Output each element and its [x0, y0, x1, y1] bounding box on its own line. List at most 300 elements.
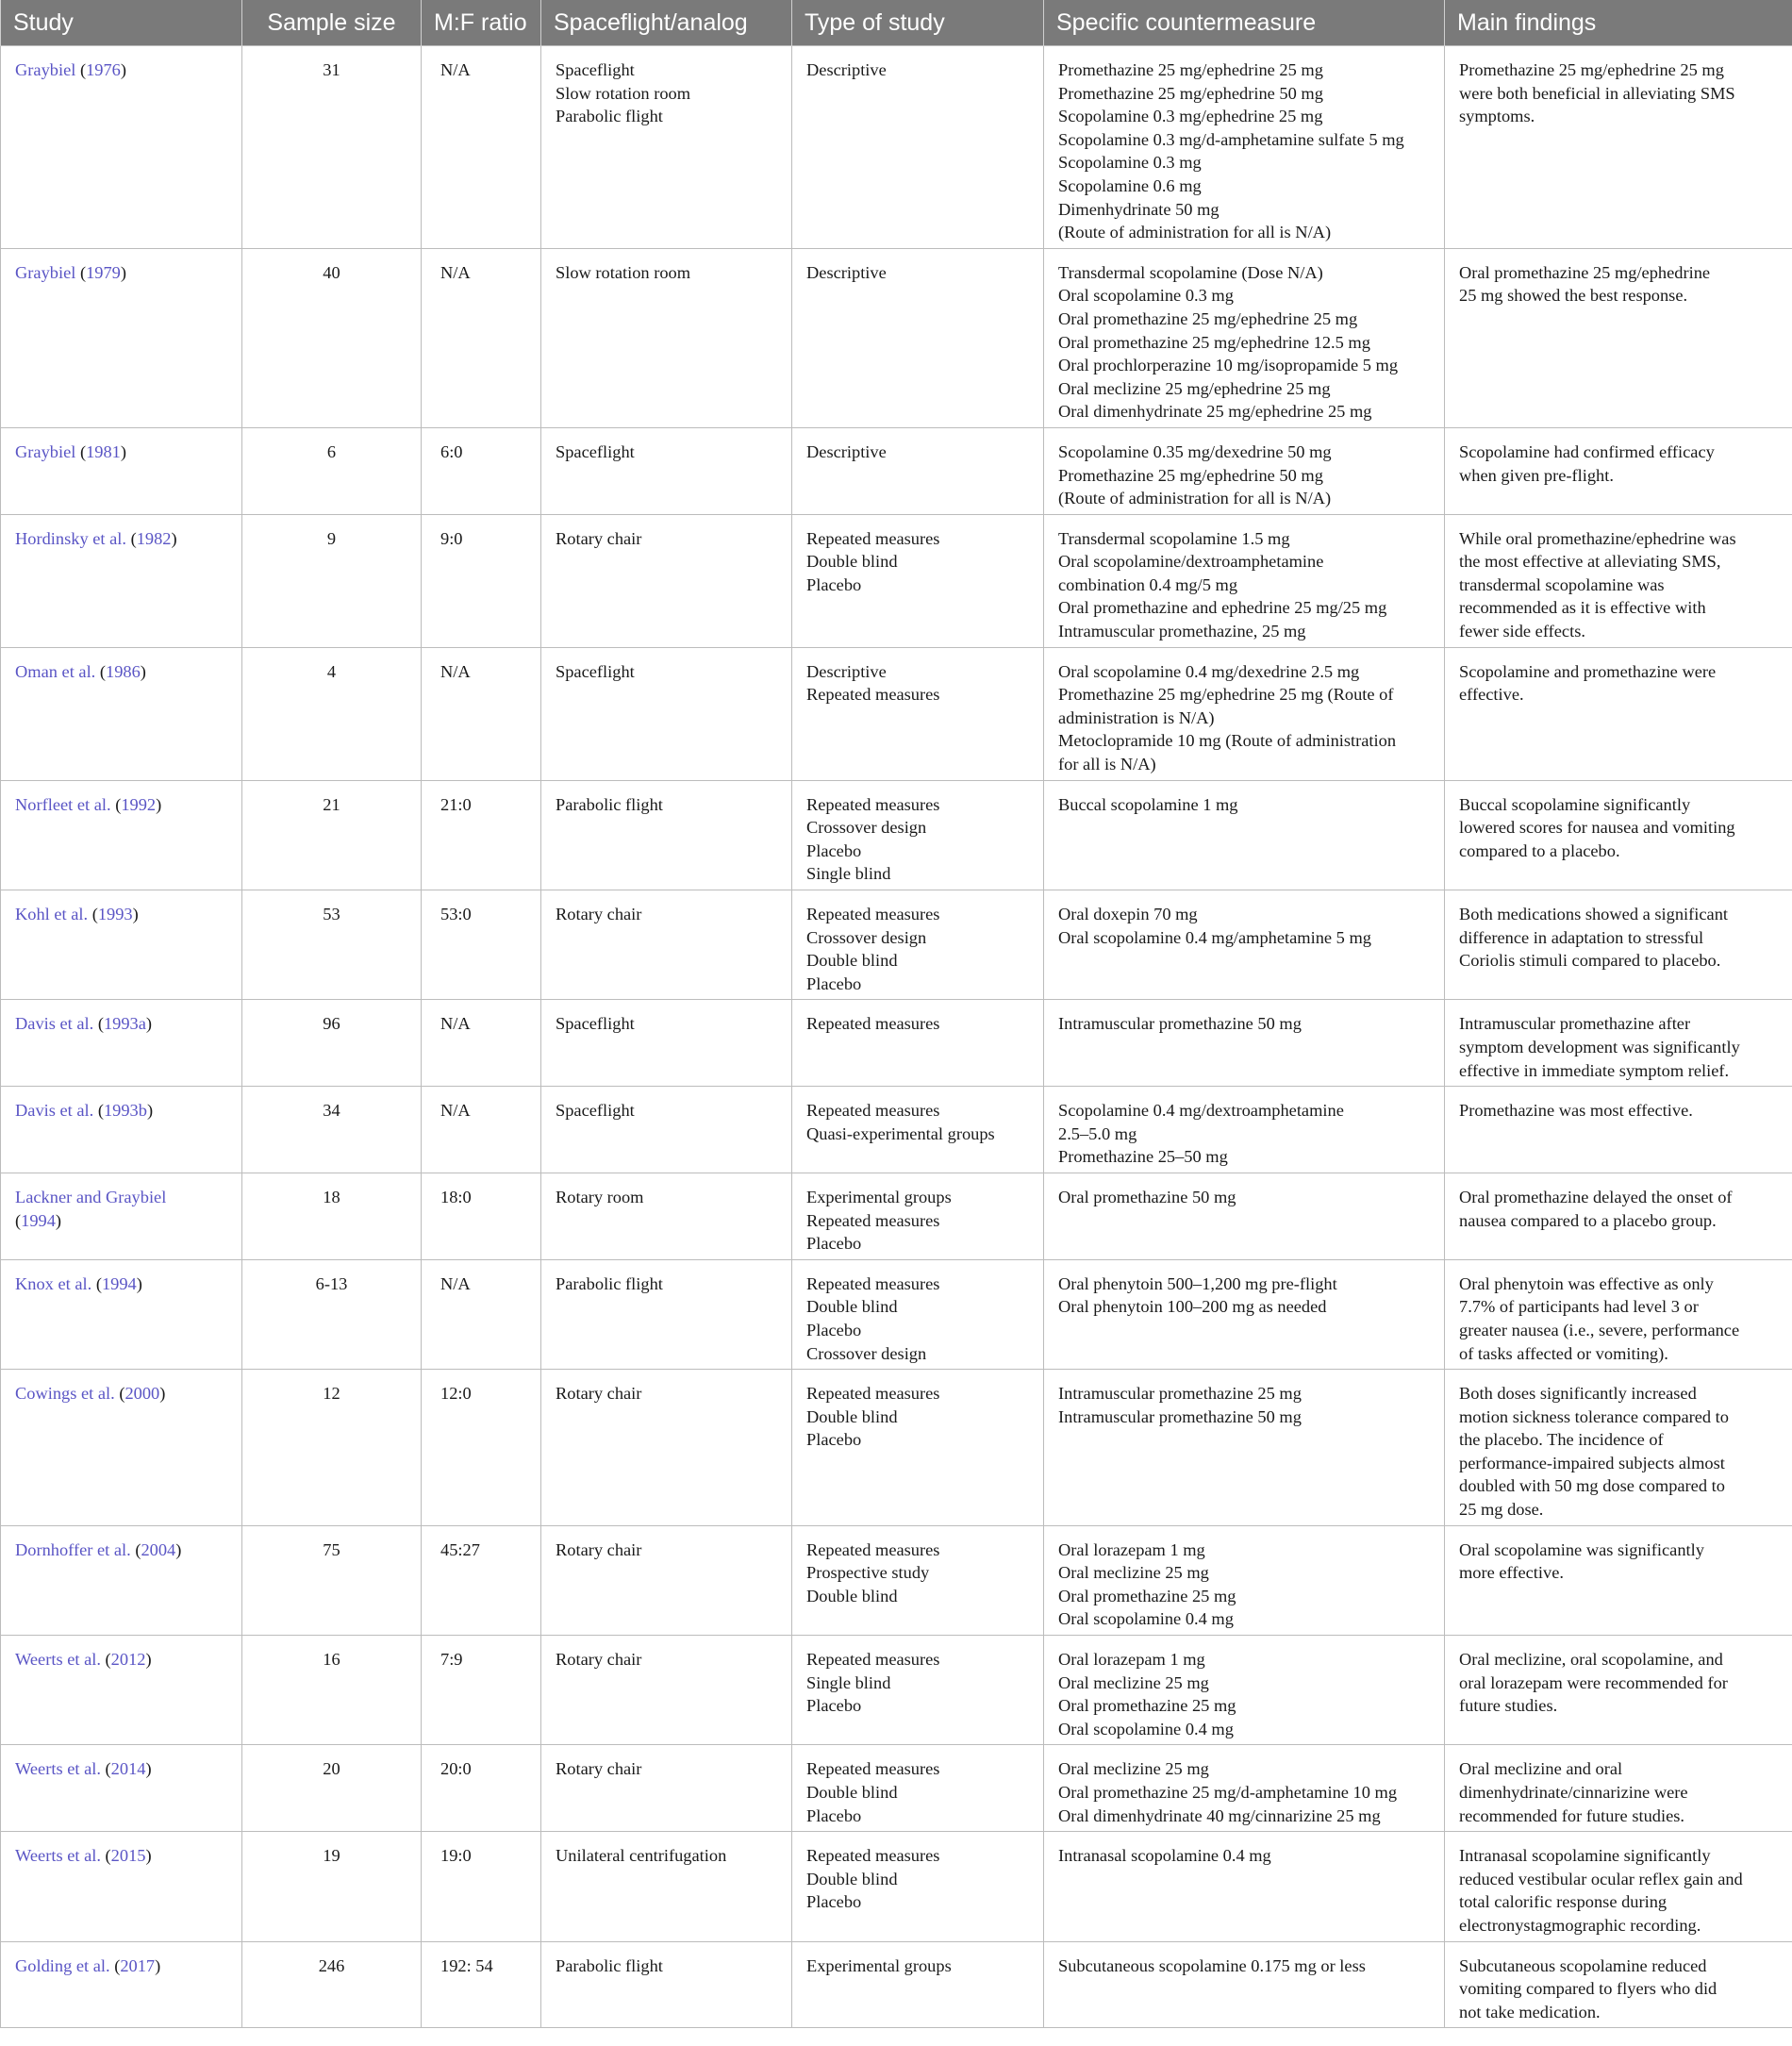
sample-size-cell: 6	[242, 427, 422, 514]
countermeasure-line: Oral phenytoin 500–1,200 mg pre-flight	[1058, 1273, 1337, 1293]
table-row	[1, 248, 1792, 427]
findings-line: Buccal scopolamine significantly	[1459, 794, 1691, 814]
analog-cell	[541, 1941, 792, 2028]
analog-cell	[541, 427, 792, 514]
sample-size-cell: 6-13	[242, 1259, 422, 1369]
findings-line: reduced vestibular ocular reflex gain and	[1459, 1869, 1743, 1888]
countermeasure-line: Oral promethazine 25 mg/ephedrine 25 mg	[1058, 308, 1358, 328]
findings-cell	[1445, 248, 1792, 427]
study-type-line: Double blind	[806, 951, 898, 971]
analog-cell	[541, 1087, 792, 1173]
findings-line: symptoms.	[1459, 107, 1535, 126]
mf-ratio-cell: 21:0	[422, 780, 541, 890]
study-type-cell	[792, 1745, 1044, 1832]
study-citation-link[interactable]: Davis et al. (1993a)	[15, 1014, 153, 1034]
study-type-line: Single blind	[806, 1672, 891, 1692]
study-type-cell	[792, 890, 1044, 1000]
study-citation-link[interactable]: Graybiel (1981)	[15, 441, 126, 461]
study-type-line: Double blind	[806, 1297, 898, 1317]
countermeasure-line: Oral meclizine 25 mg/ephedrine 25 mg	[1058, 378, 1331, 398]
table-row	[1, 1087, 1792, 1173]
study-type-line: Experimental groups	[806, 1187, 952, 1206]
study-type-line: Placebo	[806, 840, 862, 860]
study-type-line: Prospective study	[806, 1563, 930, 1583]
study-type-line: Repeated measures	[806, 1384, 940, 1404]
analog-line: Rotary chair	[556, 1650, 642, 1670]
study-cell	[1, 46, 242, 249]
countermeasure-line: Oral lorazepam 1 mg	[1058, 1539, 1205, 1559]
study-type-line: Repeated measures	[806, 905, 940, 923]
findings-cell	[1445, 1941, 1792, 2028]
analog-cell	[541, 780, 792, 890]
study-type-line: Double blind	[806, 1869, 898, 1888]
countermeasure-line: Intramuscular promethazine 50 mg	[1058, 1014, 1302, 1034]
sample-size-cell: 19	[242, 1832, 422, 1941]
mf-ratio-cell: 7:9	[422, 1636, 541, 1745]
analog-cell	[541, 46, 792, 249]
study-citation-link[interactable]: Dornhoffer et al. (2004)	[15, 1539, 182, 1559]
study-type-cell	[792, 780, 1044, 890]
study-type-line: Repeated measures	[806, 1101, 940, 1121]
study-citation-link[interactable]: Cowings et al. (2000)	[15, 1384, 166, 1404]
study-citation-link[interactable]: Oman et al. (1986)	[15, 661, 146, 681]
findings-line: Coriolis stimuli compared to placebo.	[1459, 951, 1721, 971]
countermeasure-cell	[1044, 1259, 1445, 1369]
analog-line: Spaceflight	[556, 441, 635, 461]
study-type-cell	[792, 1941, 1044, 2028]
analog-line: Parabolic flight	[556, 1955, 663, 1975]
table-row	[1, 1636, 1792, 1745]
findings-cell	[1445, 1370, 1792, 1526]
study-cell	[1, 1087, 242, 1173]
countermeasure-cell	[1044, 890, 1445, 1000]
countermeasure-line: Metoclopramide 10 mg (Route of administration	[1058, 731, 1397, 751]
study-type-line: Descriptive	[806, 441, 887, 461]
study-citation-link[interactable]: Kohl et al. (1993)	[15, 905, 139, 923]
countermeasure-line: Transdermal scopolamine (Dose N/A)	[1058, 262, 1323, 282]
countermeasure-line: Oral meclizine 25 mg	[1058, 1759, 1209, 1779]
study-type-cell	[792, 46, 1044, 249]
findings-cell	[1445, 1000, 1792, 1087]
countermeasure-line: Oral promethazine 25 mg	[1058, 1586, 1236, 1605]
col-header-sample-size: Sample size	[242, 0, 422, 46]
findings-line: 25 mg dose.	[1459, 1500, 1544, 1520]
study-cell	[1, 1259, 242, 1369]
findings-line: more effective.	[1459, 1563, 1564, 1583]
findings-line: recommended as it is effective with	[1459, 598, 1706, 618]
countermeasure-line: combination 0.4 mg/5 mg	[1058, 574, 1238, 594]
analog-line: Spaceflight	[556, 1101, 635, 1121]
findings-line: Intramuscular promethazine after	[1459, 1014, 1691, 1034]
mf-ratio-cell: 192: 54	[422, 1941, 541, 2028]
findings-line: motion sickness tolerance compared to	[1459, 1406, 1729, 1426]
analog-line: Spaceflight	[556, 60, 635, 79]
countermeasure-cell	[1044, 1087, 1445, 1173]
study-type-line: Repeated measures	[806, 1539, 940, 1559]
analog-line: Parabolic flight	[556, 1273, 663, 1293]
analog-cell	[541, 1525, 792, 1635]
countermeasure-cell	[1044, 1636, 1445, 1745]
study-type-line: Descriptive	[806, 60, 887, 79]
countermeasure-line: Promethazine 25 mg/ephedrine 25 mg	[1058, 60, 1323, 79]
findings-cell	[1445, 1636, 1792, 1745]
mf-ratio-cell: 12:0	[422, 1370, 541, 1526]
table-row	[1, 427, 1792, 514]
study-type-line: Repeated measures	[806, 1759, 940, 1779]
findings-line: electronystagmographic recording.	[1459, 1915, 1701, 1935]
study-cell	[1, 1941, 242, 2028]
findings-cell	[1445, 1832, 1792, 1941]
study-type-cell	[792, 647, 1044, 780]
countermeasure-line: (Route of administration for all is N/A)	[1058, 223, 1332, 242]
study-cell	[1, 1636, 242, 1745]
study-type-line: Repeated measures	[806, 1014, 940, 1034]
study-type-line: Double blind	[806, 1783, 898, 1802]
analog-line: Rotary chair	[556, 1539, 642, 1559]
analog-cell	[541, 890, 792, 1000]
study-type-line: Crossover design	[806, 818, 927, 838]
findings-cell	[1445, 1259, 1792, 1369]
findings-line: Oral phenytoin was effective as only	[1459, 1273, 1714, 1293]
table-row	[1, 1941, 1792, 2028]
findings-cell	[1445, 780, 1792, 890]
countermeasure-line: for all is N/A)	[1058, 755, 1156, 774]
findings-cell	[1445, 1087, 1792, 1173]
countermeasure-line: Oral meclizine 25 mg	[1058, 1672, 1209, 1692]
findings-cell	[1445, 1525, 1792, 1635]
study-cell	[1, 1525, 242, 1635]
countermeasure-line: Oral phenytoin 100–200 mg as needed	[1058, 1297, 1327, 1317]
mf-ratio-cell: 20:0	[422, 1745, 541, 1832]
analog-line: Spaceflight	[556, 1014, 635, 1034]
countermeasure-cell	[1044, 1173, 1445, 1259]
table-row	[1, 1525, 1792, 1635]
findings-line: vomiting compared to flyers who did	[1459, 1979, 1717, 1999]
analog-cell	[541, 1370, 792, 1526]
study-citation-link[interactable]: Lackner and Graybiel	[15, 1187, 167, 1206]
mf-ratio-cell: N/A	[422, 248, 541, 427]
study-citation-link[interactable]: Norfleet et al. (1992)	[15, 794, 162, 814]
analog-cell	[541, 1173, 792, 1259]
sample-size-cell: 75	[242, 1525, 422, 1635]
header-row	[1, 0, 1792, 46]
mf-ratio-cell: 53:0	[422, 890, 541, 1000]
countermeasure-line: Oral dimenhydrinate 40 mg/cinnarizine 25 mg	[1058, 1805, 1381, 1825]
countermeasure-line: Scopolamine 0.3 mg	[1058, 153, 1202, 173]
study-type-line: Crossover design	[806, 1343, 927, 1363]
findings-line: Oral meclizine and oral	[1459, 1759, 1623, 1779]
study-citation-link[interactable]: Weerts et al. (2014)	[15, 1759, 152, 1779]
countermeasure-line: Scopolamine 0.6 mg	[1058, 175, 1202, 195]
analog-cell	[541, 647, 792, 780]
findings-line: dimenhydrinate/cinnarizine were	[1459, 1783, 1688, 1802]
countermeasure-line: Oral promethazine 25 mg/ephedrine 12.5 mg	[1058, 332, 1370, 352]
countermeasure-line: Scopolamine 0.4 mg/dextroamphetamine	[1058, 1101, 1344, 1121]
table-row	[1, 1745, 1792, 1832]
mf-ratio-cell: 45:27	[422, 1525, 541, 1635]
study-citation-link[interactable]: Davis et al. (1993b)	[15, 1101, 154, 1121]
mf-ratio-cell: 9:0	[422, 514, 541, 647]
analog-line: Rotary chair	[556, 1384, 642, 1404]
countermeasure-cell	[1044, 1941, 1445, 2028]
findings-line: Intranasal scopolamine significantly	[1459, 1846, 1711, 1866]
analog-line: Slow rotation room	[556, 83, 691, 103]
study-citation-link[interactable]: Graybiel (1979)	[15, 262, 126, 282]
findings-line: future studies.	[1459, 1696, 1558, 1716]
findings-line: effective in immediate symptom relief.	[1459, 1060, 1730, 1080]
countermeasure-line: Oral scopolamine 0.4 mg	[1058, 1609, 1234, 1629]
study-citation-link[interactable]: Hordinsky et al. (1982)	[15, 528, 177, 548]
sample-size-cell: 21	[242, 780, 422, 890]
study-type-line: Placebo	[806, 973, 862, 993]
findings-line: 7.7% of participants had level 3 or	[1459, 1297, 1699, 1317]
mf-ratio-cell: N/A	[422, 1087, 541, 1173]
countermeasure-line: Oral scopolamine 0.4 mg/amphetamine 5 mg	[1058, 927, 1371, 947]
countermeasure-line: Dimenhydrinate 50 mg	[1058, 199, 1220, 219]
countermeasure-line: Oral scopolamine 0.4 mg/dexedrine 2.5 mg	[1058, 661, 1360, 681]
study-type-cell	[792, 1525, 1044, 1635]
table-row	[1, 647, 1792, 780]
study-citation-link[interactable]: Graybiel (1976)	[15, 60, 126, 79]
study-type-cell	[792, 427, 1044, 514]
study-type-cell	[792, 1173, 1044, 1259]
countermeasure-line: administration is N/A)	[1058, 707, 1215, 727]
countermeasure-line: Transdermal scopolamine 1.5 mg	[1058, 528, 1290, 548]
findings-line: Oral promethazine delayed the onset of	[1459, 1187, 1733, 1206]
table-row	[1, 1259, 1792, 1369]
analog-cell	[541, 1636, 792, 1745]
findings-line: Oral meclizine, oral scopolamine, and	[1459, 1650, 1723, 1670]
countermeasure-line: Scopolamine 0.35 mg/dexedrine 50 mg	[1058, 441, 1332, 461]
study-type-line: Descriptive	[806, 262, 887, 282]
countermeasure-line: Oral dimenhydrinate 25 mg/ephedrine 25 mg	[1058, 402, 1372, 422]
countermeasure-line: Promethazine 25 mg/ephedrine 50 mg	[1058, 83, 1323, 103]
analog-line: Rotary chair	[556, 528, 642, 548]
findings-line: not take medication.	[1459, 2002, 1601, 2021]
countermeasure-line: Oral prochlorperazine 10 mg/isopropamide 5 mg	[1058, 356, 1399, 375]
table-row	[1, 1832, 1792, 1941]
countermeasure-line: Scopolamine 0.3 mg/ephedrine 25 mg	[1058, 107, 1323, 126]
mf-ratio-cell: N/A	[422, 1259, 541, 1369]
study-type-line: Repeated measures	[806, 1210, 940, 1230]
study-type-line: Placebo	[806, 1805, 862, 1825]
study-type-line: Double blind	[806, 552, 898, 572]
analog-line: Rotary chair	[556, 905, 642, 923]
findings-line: Promethazine 25 mg/ephedrine 25 mg	[1459, 60, 1724, 79]
table-row	[1, 890, 1792, 1000]
countermeasure-cell	[1044, 1832, 1445, 1941]
countermeasure-cell	[1044, 427, 1445, 514]
sample-size-cell: 9	[242, 514, 422, 647]
study-cell	[1, 890, 242, 1000]
findings-line: total calorific response during	[1459, 1892, 1668, 1912]
findings-line: fewer side effects.	[1459, 622, 1585, 641]
study-cell	[1, 1832, 242, 1941]
findings-line: the most effective at alleviating SMS,	[1459, 552, 1721, 572]
study-type-line: Repeated measures	[806, 528, 940, 548]
analog-cell	[541, 1745, 792, 1832]
findings-line: Oral scopolamine was significantly	[1459, 1539, 1704, 1559]
study-type-line: Placebo	[806, 1320, 862, 1339]
findings-line: the placebo. The incidence of	[1459, 1430, 1664, 1450]
sample-size-cell: 31	[242, 46, 422, 249]
countermeasure-cell	[1044, 647, 1445, 780]
countermeasure-line: Oral promethazine and ephedrine 25 mg/25 mg	[1058, 598, 1387, 618]
mf-ratio-cell: 18:0	[422, 1173, 541, 1259]
study-citation-link[interactable]: Weerts et al. (2015)	[15, 1846, 152, 1866]
findings-line: 25 mg showed the best response.	[1459, 286, 1688, 306]
sample-size-cell: 4	[242, 647, 422, 780]
findings-line: effective.	[1459, 685, 1524, 705]
col-header-findings: Main findings	[1445, 0, 1792, 46]
analog-cell	[541, 1000, 792, 1087]
study-cell	[1, 1745, 242, 1832]
study-citation-link[interactable]: Weerts et al. (2012)	[15, 1650, 152, 1670]
study-type-line: Repeated measures	[806, 685, 940, 705]
study-type-line: Crossover design	[806, 927, 927, 947]
countermeasure-line: Intranasal scopolamine 0.4 mg	[1058, 1846, 1271, 1866]
study-type-line: Placebo	[806, 1430, 862, 1450]
sample-size-cell: 12	[242, 1370, 422, 1526]
analog-cell	[541, 1259, 792, 1369]
sample-size-cell: 96	[242, 1000, 422, 1087]
findings-line: greater nausea (i.e., severe, performance	[1459, 1320, 1740, 1339]
countermeasure-line: Oral promethazine 25 mg/d-amphetamine 10 mg	[1058, 1783, 1398, 1802]
study-type-line: Single blind	[806, 864, 891, 884]
study-cell	[1, 780, 242, 890]
study-type-cell	[792, 1259, 1044, 1369]
table-row	[1, 46, 1792, 249]
study-type-cell	[792, 1636, 1044, 1745]
study-type-line: Descriptive	[806, 661, 887, 681]
study-type-line: Quasi-experimental groups	[806, 1123, 995, 1143]
analog-cell	[541, 1832, 792, 1941]
findings-line: symptom development was significantly	[1459, 1037, 1740, 1056]
sample-size-cell: 53	[242, 890, 422, 1000]
countermeasure-line: Intramuscular promethazine, 25 mg	[1058, 622, 1306, 641]
study-type-cell	[792, 248, 1044, 427]
study-cell	[1, 1173, 242, 1259]
table-row	[1, 1370, 1792, 1526]
study-type-cell	[792, 1370, 1044, 1526]
countermeasure-line: Promethazine 25 mg/ephedrine 50 mg	[1058, 465, 1323, 485]
sample-size-cell: 18	[242, 1173, 422, 1259]
analog-line: Parabolic flight	[556, 794, 663, 814]
mf-ratio-cell: 19:0	[422, 1832, 541, 1941]
findings-line: transdermal scopolamine was	[1459, 574, 1665, 594]
mf-ratio-cell: N/A	[422, 46, 541, 249]
findings-line: lowered scores for nausea and vomiting	[1459, 818, 1735, 838]
countermeasure-cell	[1044, 46, 1445, 249]
countermeasure-line: Subcutaneous scopolamine 0.175 mg or less	[1058, 1955, 1366, 1975]
findings-cell	[1445, 46, 1792, 249]
findings-cell	[1445, 514, 1792, 647]
findings-line: of tasks affected or vomiting).	[1459, 1343, 1668, 1363]
countermeasure-line: Oral scopolamine 0.4 mg	[1058, 1719, 1234, 1738]
countermeasure-cell	[1044, 1745, 1445, 1832]
countermeasure-cell	[1044, 1000, 1445, 1087]
study-type-cell	[792, 514, 1044, 647]
analog-line: Parabolic flight	[556, 107, 663, 126]
sample-size-cell: 16	[242, 1636, 422, 1745]
findings-line: Both medications showed a significant	[1459, 905, 1729, 923]
col-header-type: Type of study	[792, 0, 1044, 46]
countermeasure-line: Oral lorazepam 1 mg	[1058, 1650, 1205, 1670]
findings-line: doubled with 50 mg dose compared to	[1459, 1476, 1725, 1496]
study-type-line: Repeated measures	[806, 1273, 940, 1293]
countermeasure-cell	[1044, 1370, 1445, 1526]
study-type-line: Double blind	[806, 1586, 898, 1605]
table-row	[1, 780, 1792, 890]
study-type-line: Repeated measures	[806, 794, 940, 814]
findings-line: difference in adaptation to stressful	[1459, 927, 1704, 947]
countermeasure-line: Intramuscular promethazine 25 mg	[1058, 1384, 1302, 1404]
study-cell	[1, 1000, 242, 1087]
findings-line: Oral promethazine 25 mg/ephedrine	[1459, 262, 1711, 282]
findings-line: when given pre-flight.	[1459, 465, 1614, 485]
countermeasure-line: Oral scopolamine/dextroamphetamine	[1058, 552, 1324, 572]
findings-line: compared to a placebo.	[1459, 840, 1620, 860]
findings-cell	[1445, 890, 1792, 1000]
findings-cell	[1445, 1745, 1792, 1832]
study-cell	[1, 427, 242, 514]
col-header-countermeasure: Specific countermeasure	[1044, 0, 1445, 46]
sample-size-cell: 246	[242, 1941, 422, 2028]
findings-cell	[1445, 647, 1792, 780]
findings-line: oral lorazepam were recommended for	[1459, 1672, 1728, 1692]
sample-size-cell: 20	[242, 1745, 422, 1832]
study-citation-link[interactable]: Golding et al. (2017)	[15, 1955, 161, 1975]
findings-line: Scopolamine had confirmed efficacy	[1459, 441, 1715, 461]
study-citation-link[interactable]: Knox et al. (1994)	[15, 1273, 142, 1293]
countermeasure-line: Oral scopolamine 0.3 mg	[1058, 286, 1234, 306]
study-cell	[1, 514, 242, 647]
mf-ratio-cell: N/A	[422, 1000, 541, 1087]
study-citation-link[interactable]: (1994)	[15, 1210, 62, 1230]
table-row	[1, 1000, 1792, 1087]
countermeasure-line: Promethazine 25 mg/ephedrine 25 mg (Route of	[1058, 685, 1394, 705]
findings-cell	[1445, 427, 1792, 514]
study-cell	[1, 248, 242, 427]
mf-ratio-cell: N/A	[422, 647, 541, 780]
findings-line: While oral promethazine/ephedrine was	[1459, 528, 1736, 548]
col-header-mf-ratio: M:F ratio	[422, 0, 541, 46]
countermeasure-line: (Route of administration for all is N/A)	[1058, 489, 1332, 508]
countermeasure-cell	[1044, 514, 1445, 647]
countermeasure-cell	[1044, 1525, 1445, 1635]
countermeasure-cell	[1044, 780, 1445, 890]
analog-cell	[541, 514, 792, 647]
analog-line: Spaceflight	[556, 661, 635, 681]
study-type-cell	[792, 1832, 1044, 1941]
analog-line: Unilateral centrifugation	[556, 1846, 727, 1866]
study-type-line: Experimental groups	[806, 1955, 952, 1975]
countermeasure-line: Buccal scopolamine 1 mg	[1058, 794, 1238, 814]
countermeasure-line: Promethazine 25–50 mg	[1058, 1147, 1228, 1167]
study-type-line: Repeated measures	[806, 1846, 940, 1866]
study-cell	[1, 647, 242, 780]
countermeasure-line: Intramuscular promethazine 50 mg	[1058, 1406, 1302, 1426]
findings-line: Both doses significantly increased	[1459, 1384, 1697, 1404]
findings-line: Subcutaneous scopolamine reduced	[1459, 1955, 1707, 1975]
analog-line: Slow rotation room	[556, 262, 691, 282]
findings-line: nausea compared to a placebo group.	[1459, 1210, 1717, 1230]
findings-line: Scopolamine and promethazine were	[1459, 661, 1717, 681]
findings-cell	[1445, 1173, 1792, 1259]
countermeasure-line: Oral promethazine 50 mg	[1058, 1187, 1236, 1206]
study-type-line: Placebo	[806, 1892, 862, 1912]
table-row	[1, 514, 1792, 647]
